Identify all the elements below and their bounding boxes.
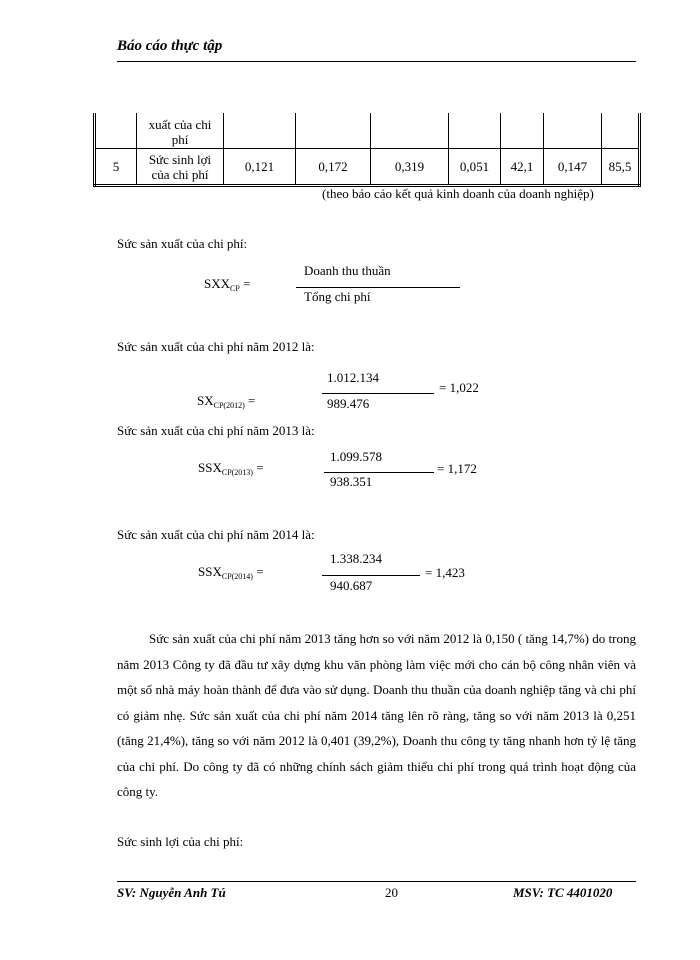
fraction-line <box>322 575 420 576</box>
y2012-equals: = <box>248 393 256 408</box>
table-row <box>95 149 640 186</box>
formula-numerator: Doanh thu thuần <box>304 263 391 278</box>
y2013-denominator: 938.351 <box>330 474 373 489</box>
y2013-numerator: 1.099.578 <box>330 449 382 464</box>
y2013-intro: Sức sản xuất của chi phí năm 2013 là: <box>117 423 315 438</box>
y2014-lhs-subscript: CP(2014) <box>221 572 253 581</box>
y2014-intro: Sức sản xuất của chi phí năm 2014 là: <box>117 527 315 542</box>
table-cell: 85,5 <box>602 149 640 186</box>
y2012-numerator: 1.012.134 <box>327 370 379 385</box>
fraction-line <box>324 472 434 473</box>
footer-student: SV: Nguyễn Anh Tú <box>117 885 226 900</box>
y2012-denominator: 989.476 <box>327 396 370 411</box>
y2014-numerator: 1.338.234 <box>330 551 382 566</box>
fraction-line <box>322 393 434 394</box>
table-cell <box>501 113 544 149</box>
table-cell: 0,172 <box>296 149 371 186</box>
table-cell <box>544 113 602 149</box>
formula-lhs <box>204 276 250 293</box>
y2012-lhs <box>197 393 255 410</box>
sxx-intro: Sức sản xuất của chi phí: <box>117 236 248 251</box>
y2012-lhs-subscript: CP(2012) <box>213 401 245 410</box>
table-cell-no: 5 <box>95 149 137 186</box>
table-cell: 0,051 <box>449 149 501 186</box>
y2014-lhs <box>198 564 264 581</box>
y2013-lhs-subscript: CP(2013) <box>221 468 253 477</box>
y2013-equals: = <box>256 460 264 475</box>
y2013-lhs <box>198 460 264 477</box>
formula-lhs-subscript: CP <box>230 284 240 293</box>
efficiency-table <box>93 113 641 187</box>
source-note: (theo báo cáo kết quả kinh doanh của doanh nghiệp) <box>322 186 594 201</box>
table-cell-label: xuất của chi phí <box>137 113 224 149</box>
y2012-result: = 1,022 <box>439 380 479 395</box>
table-cell <box>296 113 371 149</box>
table-cell <box>449 113 501 149</box>
y2014-result: = 1,423 <box>425 565 465 580</box>
y2014-denominator: 940.687 <box>330 578 373 593</box>
table-cell-no <box>95 113 137 149</box>
y2014-equals: = <box>256 564 264 579</box>
formula-lhs-symbol: SXX <box>204 276 231 291</box>
fraction-line <box>296 287 460 288</box>
table-cell <box>371 113 449 149</box>
profit-heading: Sức sinh lợi của chi phí: <box>117 834 244 849</box>
formula-denominator: Tổng chi phí <box>304 289 371 304</box>
table-cell: 0,147 <box>544 149 602 186</box>
y2012-intro: Sức sản xuất của chi phí năm 2012 là: <box>117 339 315 354</box>
table-cell: 42,1 <box>501 149 544 186</box>
header-title: Báo cáo thực tập <box>117 38 223 54</box>
footer-student-id: MSV: TC 4401020 <box>513 885 613 900</box>
y2013-result: = 1,172 <box>437 461 477 476</box>
y2013-lhs-symbol: SSX <box>198 460 222 475</box>
table-cell <box>224 113 296 149</box>
table-cell: 0,121 <box>224 149 296 186</box>
footer-rule <box>117 881 636 882</box>
table-cell <box>602 113 640 149</box>
formula-equals: = <box>243 276 251 291</box>
table-cell: 0,319 <box>371 149 449 186</box>
page-number: 20 <box>385 885 398 900</box>
y2014-lhs-symbol: SSX <box>198 564 222 579</box>
analysis-paragraph: Sức sản xuất của chi phí năm 2013 tăng hơn so với năm 2012 là 0,150 ( tăng 14,7%) do trong năm 2013 Công ty đã đầu tư xây dựng khu văn phòng làm việc mới cho cán bộ công nhân viên và một số nhà máy hoàn thành để đưa vào sử dụng. Doanh thu thuần của doanh nghiệp tăng và chi phí có giảm nhẹ. Sức sản xuất của chi phí năm 2014 tăng lên rõ ràng, tăng so với năm 2013 là 0,251 (tăng 21,4%), tăng so với năm 2012 là 0,401 (39,2%), Doanh thu công ty tăng nhanh hơn tỷ lệ tăng của chi phí. Do công ty đã có những chính sách giảm thiểu chi phí trong quá trình hoạt động của công ty. <box>117 631 636 799</box>
header-rule <box>117 61 636 62</box>
y2012-lhs-symbol: SX <box>197 393 214 408</box>
table-row <box>95 113 640 149</box>
table-cell-label: Sức sinh lợi của chi phí <box>137 149 224 186</box>
